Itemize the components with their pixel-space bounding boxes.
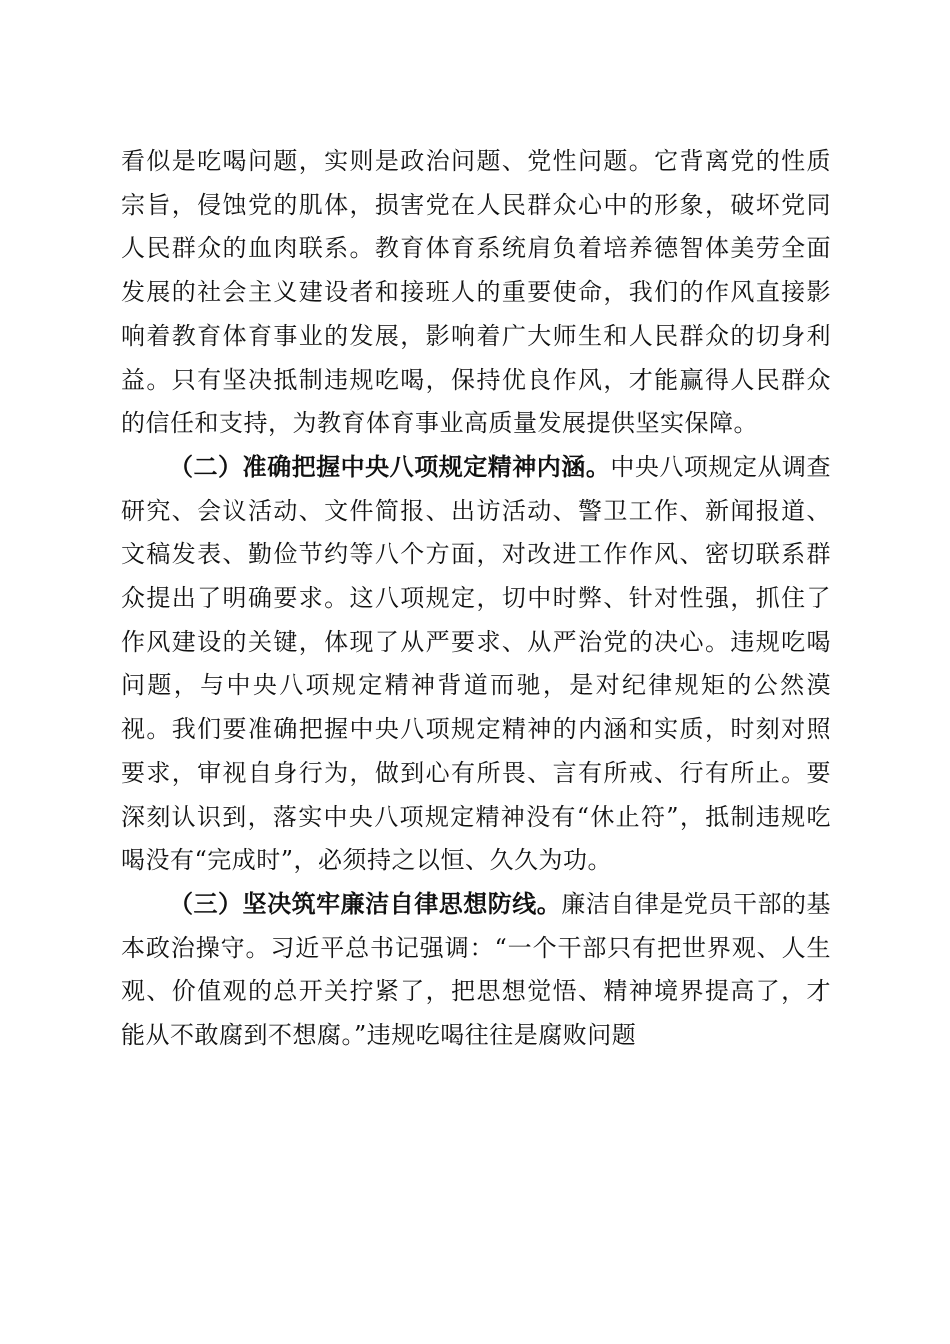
section-heading-two: （二）准确把握中央八项规定精神内涵。 — [169, 452, 611, 481]
document-body — [121, 140, 831, 1058]
paragraph-body-text: 廉洁自律是党员干部的基本政治操守。习近平总书记强调：“一个干部只有把世界观、人生观、价值观的总开关拧紧了，把思想觉悟、精神境界提高了，才能从不敢腐到不想腐。”违规吃喝往往是腐败问题 — [121, 889, 832, 1050]
paragraph-section-two — [121, 446, 831, 883]
paragraph-body-text: 看似是吃喝问题，实则是政治问题、党性问题。它背离党的性质宗旨，侵蚀党的肌体，损害党在人民群众心中的形象，破坏党同人民群众的血肉联系。教育体育系统肩负着培养德智体美劳全面发展的社会主义建设者和接班人的重要使命，我们的作风直接影响着教育体育事业的发展，影响着广大师生和人民群众的切身利益。只有坚决抵制违规吃喝，保持优良作风，才能赢得人民群众的信任和支持，为教育体育事业高质量发展提供坚实保障。 — [121, 147, 831, 438]
section-heading-three: （三）坚决筑牢廉洁自律思想防线。 — [169, 889, 562, 918]
paragraph-body-text: 中央八项规定从调查研究、会议活动、文件简报、出访活动、警卫工作、新闻报道、文稿发表、勤俭节约等八个方面，对改进工作作风、密切联系群众提出了明确要求。这八项规定，切中时弊、针对性强，抓住了作风建设的关键，体现了从严要求、从严治党的决心。违规吃喝问题，与中央八项规定精神背道而驰，是对纪律规矩的公然漠视。我们要准确把握中央八项规定精神的内涵和实质，时刻对照要求，审视自身行为，做到心有所畏、言有所戒、行有所止。要深刻认识到，落实中央八项规定精神没有“休止符”，抵制违规吃喝没有“完成时”，必须持之以恒、久久为功。 — [121, 452, 832, 875]
paragraph-continuation — [121, 140, 831, 446]
paragraph-section-three — [121, 883, 831, 1058]
